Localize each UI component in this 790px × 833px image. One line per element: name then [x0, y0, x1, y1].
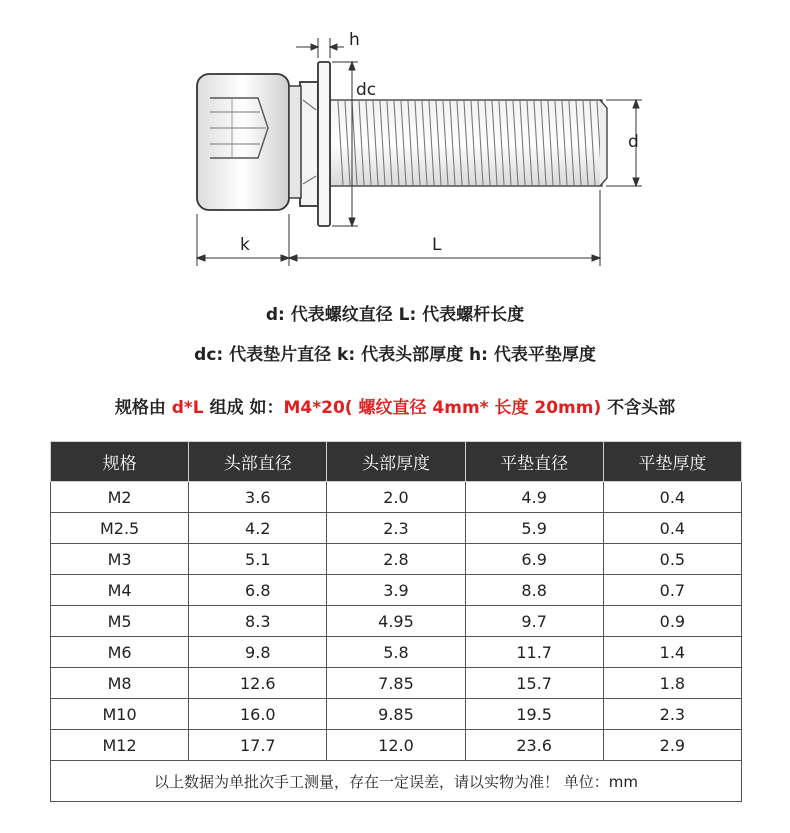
header-head-diameter: 头部直径	[189, 442, 327, 482]
table-cell: 12.6	[189, 668, 327, 699]
table-cell: M5	[51, 606, 189, 637]
screw-shank	[330, 100, 607, 186]
table-row	[51, 668, 742, 699]
table-cell: 12.0	[327, 730, 465, 761]
table-row	[51, 606, 742, 637]
spec-mid: 组成 如：	[203, 398, 284, 418]
table-cell: 4.2	[189, 513, 327, 544]
header-size: 规格	[51, 442, 189, 482]
socket-head	[197, 74, 301, 210]
table-row	[51, 544, 742, 575]
label-h: h	[349, 30, 360, 50]
screw-dimension-diagram	[0, 0, 790, 290]
spec-suffix: 不含头部	[601, 398, 676, 418]
table-row	[51, 699, 742, 730]
table-cell: 5.1	[189, 544, 327, 575]
table-cell: 2.9	[603, 730, 741, 761]
table-header-row	[51, 442, 742, 482]
legend-line-1: d: 代表螺纹直径 L: 代表螺杆长度	[265, 305, 525, 325]
table-cell: 9.7	[465, 606, 603, 637]
table-row	[51, 730, 742, 761]
table-cell: 2.3	[603, 699, 741, 730]
table-cell: 19.5	[465, 699, 603, 730]
table-cell: 23.6	[465, 730, 603, 761]
table-cell: M2.5	[51, 513, 189, 544]
table-cell: 3.6	[189, 482, 327, 513]
label-L: L	[432, 235, 442, 255]
table-cell: M3	[51, 544, 189, 575]
table-cell: 1.4	[603, 637, 741, 668]
table-cell: 0.7	[603, 575, 741, 606]
table-cell: 8.3	[189, 606, 327, 637]
table-cell: 16.0	[189, 699, 327, 730]
table-cell: 15.7	[465, 668, 603, 699]
table-cell: M6	[51, 637, 189, 668]
table-cell: 8.8	[465, 575, 603, 606]
table-cell: 11.7	[465, 637, 603, 668]
table-row	[51, 482, 742, 513]
table-row	[51, 575, 742, 606]
table-cell: M4	[51, 575, 189, 606]
table-cell: M8	[51, 668, 189, 699]
table-cell: 1.8	[603, 668, 741, 699]
table-note-row	[51, 761, 742, 802]
table-cell: M12	[51, 730, 189, 761]
table-cell: 0.9	[603, 606, 741, 637]
table-row	[51, 513, 742, 544]
table-cell: 2.0	[327, 482, 465, 513]
table-note: 以上数据为单批次手工测量，存在一定误差，请以实物为准！ 单位：mm	[51, 761, 742, 802]
table-cell: 2.3	[327, 513, 465, 544]
table-cell: 7.85	[327, 668, 465, 699]
spec-example: M4*20( 螺纹直径 4mm* 长度 20mm)	[283, 398, 602, 418]
spec-table	[50, 441, 742, 802]
header-head-thickness: 头部厚度	[327, 442, 465, 482]
table-cell: 4.9	[465, 482, 603, 513]
table-cell: 0.4	[603, 482, 741, 513]
table-cell: 9.85	[327, 699, 465, 730]
label-dc: dc	[356, 80, 377, 100]
label-k: k	[240, 235, 250, 255]
header-washer-thickness: 平垫厚度	[603, 442, 741, 482]
table-cell: 5.9	[465, 513, 603, 544]
table-cell: M2	[51, 482, 189, 513]
table-cell: 9.8	[189, 637, 327, 668]
header-washer-diameter: 平垫直径	[465, 442, 603, 482]
spec-prefix: 规格由	[114, 398, 172, 418]
table-cell: 0.4	[603, 513, 741, 544]
table-cell: M10	[51, 699, 189, 730]
table-cell: 17.7	[189, 730, 327, 761]
table-cell: 6.8	[189, 575, 327, 606]
label-d: d	[628, 132, 639, 152]
table-cell: 6.9	[465, 544, 603, 575]
table-cell: 2.8	[327, 544, 465, 575]
spec-formula-line	[0, 393, 790, 418]
washers	[300, 62, 330, 226]
table-row	[51, 637, 742, 668]
table-cell: 3.9	[327, 575, 465, 606]
table-cell: 0.5	[603, 544, 741, 575]
table-cell: 4.95	[327, 606, 465, 637]
table-cell: 5.8	[327, 637, 465, 668]
spec-formula: d*L	[171, 398, 204, 418]
legend-line-2: dc: 代表垫片直径 k: 代表头部厚度 h: 代表平垫厚度	[194, 345, 596, 365]
